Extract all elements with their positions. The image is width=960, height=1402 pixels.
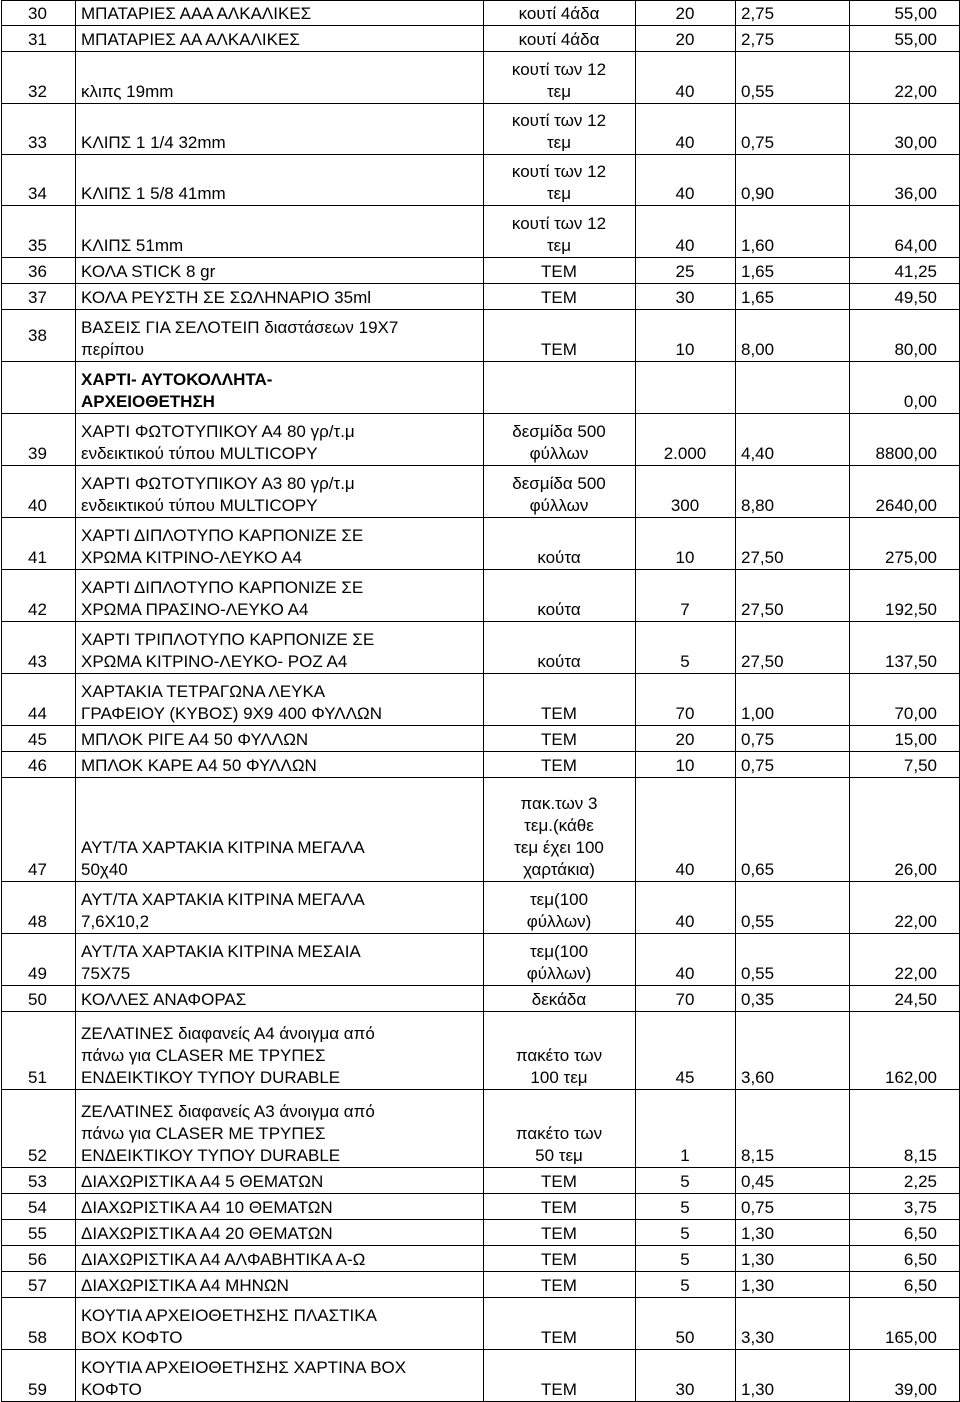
item-quantity: 70 [636,986,736,1012]
item-description-text: ΚΟΛΑ ΡΕΥΣΤΗ ΣΕ ΣΩΛΗΝΑΡΙΟ 35ml [81,288,372,307]
item-unit: πακ.των 3 τεμ.(κάθε τεμ έχει 100 χαρτάκια) [484,778,636,882]
item-total: 55,00 [850,1,960,26]
item-unit: ΤΕΜ [484,1246,636,1272]
item-description [76,1220,484,1246]
item-total: 6,50 [850,1272,960,1298]
item-quantity: 30 [636,284,736,310]
item-number: 40 [2,466,76,518]
item-quantity: 20 [636,26,736,52]
item-unit-price: 2,75 [736,26,850,52]
item-unit: ΤΕΜ [484,1168,636,1194]
item-total: 55,00 [850,26,960,52]
item-description [76,1168,484,1194]
item-description-text: ΚΛΙΠΣ 51mm [81,236,184,255]
item-description [76,155,484,206]
item-total: 24,50 [850,986,960,1012]
item-number: 32 [2,52,76,104]
item-unit-price: 0,75 [736,752,850,778]
item-description [76,752,484,778]
table-row [2,1090,960,1168]
item-total: 41,25 [850,258,960,284]
item-unit: πακέτο των 100 τεμ [484,1012,636,1090]
item-unit: πακέτο των 50 τεμ [484,1090,636,1168]
item-description [76,414,484,466]
item-total: 80,00 [850,310,960,362]
item-description-text: ΚΛΙΠΣ 1 5/8 41mm [81,184,226,203]
item-description [76,466,484,518]
item-description [76,570,484,622]
item-unit [484,362,636,414]
item-total: 0,00 [850,362,960,414]
item-total: 2,25 [850,1168,960,1194]
item-unit-price: 1,30 [736,1350,850,1402]
item-unit-price: 0,35 [736,986,850,1012]
item-unit-price: 0,75 [736,104,850,155]
item-description-text: ΧΑΡΤΙ ΤΡΙΠΛΟΤΥΠΟ ΚΑΡΠΟΝΙΖΕ ΣΕ ΧΡΩΜΑ ΚΙΤΡΙΝΟ-ΛΕΥΚΟ- ΡΟΖ Α4 [81,630,375,671]
item-description-text: ΚΛΙΠΣ 1 1/4 32mm [81,133,226,152]
item-total: 8,15 [850,1090,960,1168]
item-quantity: 25 [636,258,736,284]
item-number: 36 [2,258,76,284]
item-unit-price: 27,50 [736,622,850,674]
table-row [2,104,960,155]
item-number: 30 [2,1,76,26]
item-number: 52 [2,1090,76,1168]
item-description-text: ΖΕΛΑΤΙΝΕΣ διαφανείς Α3 άνοιγμα από πάνω για CLASER ΜΕ ΤΡΥΠΕΣ ΕΝΔΕΙΚΤΙΚΟΥ ΤΥΠΟΥ DURABLE [81,1102,375,1165]
item-number: 53 [2,1168,76,1194]
table-row [2,882,960,934]
table-row [2,986,960,1012]
item-number: 34 [2,155,76,206]
item-unit-price: 1,00 [736,674,850,726]
item-description [76,986,484,1012]
table-row [2,466,960,518]
item-quantity: 300 [636,466,736,518]
item-quantity: 7 [636,570,736,622]
table-row [2,1220,960,1246]
item-quantity: 5 [636,1194,736,1220]
item-description-text: ΚΟΥΤΙΑ ΑΡΧΕΙΟΘΕΤΗΣΗΣ ΧΑΡΤΙΝΑ ΒΟΧ ΚΟΦΤΟ [81,1358,407,1399]
item-unit-price: 27,50 [736,518,850,570]
table-row [2,155,960,206]
item-quantity: 20 [636,1,736,26]
item-description-text: ΔΙΑΧΩΡΙΣΤΙΚΑ Α4 ΜΗΝΩΝ [81,1276,289,1295]
item-quantity: 40 [636,934,736,986]
item-description [76,1272,484,1298]
item-description [76,1090,484,1168]
item-quantity: 5 [636,1168,736,1194]
item-unit: ΤΕΜ [484,726,636,752]
item-quantity: 5 [636,1246,736,1272]
item-description-text: ΧΑΡΤΙ ΦΩΤΟΤΥΠΙΚΟΥ Α3 80 γρ/τ.μ ενδεικτικού τύπου MULTICOPY [81,474,355,515]
item-description [76,1246,484,1272]
item-description-text: ΧΑΡΤΙ ΔΙΠΛΟΤΥΠΟ ΚΑΡΠΟΝΙΖΕ ΣΕ ΧΡΩΜΑ ΚΙΤΡΙΝΟ-ΛΕΥΚΟ Α4 [81,526,364,567]
item-unit: ΤΕΜ [484,674,636,726]
item-total: 137,50 [850,622,960,674]
item-unit-price: 2,75 [736,1,850,26]
item-description-text: ΒΑΣΕΙΣ ΓΙΑ ΣΕΛΟΤΕΙΠ διαστάσεων 19Χ7 περίπου [81,318,399,359]
item-unit: κούτα [484,570,636,622]
item-description-text: ΔΙΑΧΩΡΙΣΤΙΚΑ Α4 ΑΛΦΑΒΗΤΙΚΑ Α-Ω [81,1250,366,1269]
item-description [76,52,484,104]
item-total: 49,50 [850,284,960,310]
item-unit-price: 4,40 [736,414,850,466]
table-row [2,726,960,752]
item-number: 41 [2,518,76,570]
item-description [76,310,484,362]
item-unit-price: 0,90 [736,155,850,206]
item-unit: ΤΕΜ [484,1350,636,1402]
item-unit-price: 0,75 [736,726,850,752]
item-unit-price: 1,30 [736,1272,850,1298]
item-unit: ΤΕΜ [484,258,636,284]
item-total: 15,00 [850,726,960,752]
item-quantity: 40 [636,206,736,258]
item-description [76,726,484,752]
item-unit-price: 1,30 [736,1220,850,1246]
item-number [2,362,76,414]
item-unit-price: 1,60 [736,206,850,258]
item-unit-price: 1,65 [736,258,850,284]
table-row [2,570,960,622]
item-description-text: ΚΟΥΤΙΑ ΑΡΧΕΙΟΘΕΤΗΣΗΣ ΠΛΑΣΤΙΚΑ ΒΟΧ ΚΟΦΤΟ [81,1306,377,1347]
item-description [76,882,484,934]
item-number: 51 [2,1012,76,1090]
item-description [76,104,484,155]
item-total: 22,00 [850,882,960,934]
item-unit: ΤΕΜ [484,1272,636,1298]
item-description [76,258,484,284]
item-unit: κούτα [484,518,636,570]
item-unit: κουτί των 12 τεμ [484,155,636,206]
item-quantity: 40 [636,155,736,206]
item-quantity: 45 [636,1012,736,1090]
item-quantity: 30 [636,1350,736,1402]
item-unit-price: 0,55 [736,882,850,934]
item-total: 22,00 [850,934,960,986]
item-description-text: ΔΙΑΧΩΡΙΣΤΙΚΑ Α4 20 ΘΕΜΑΤΩΝ [81,1224,333,1243]
table-row [2,26,960,52]
item-number: 47 [2,778,76,882]
item-unit: ΤΕΜ [484,284,636,310]
item-total: 6,50 [850,1246,960,1272]
item-unit-price: 1,65 [736,284,850,310]
item-description [76,518,484,570]
item-description [76,622,484,674]
item-unit: ΤΕΜ [484,310,636,362]
item-number: 37 [2,284,76,310]
item-description [76,1194,484,1220]
supplies-table [1,0,960,1402]
table-row [2,1272,960,1298]
item-total: 2640,00 [850,466,960,518]
item-total: 162,00 [850,1012,960,1090]
item-number: 57 [2,1272,76,1298]
table-row [2,518,960,570]
item-unit: δεκάδα [484,986,636,1012]
item-number: 42 [2,570,76,622]
item-description-text: ΖΕΛΑΤΙΝΕΣ διαφανείς Α4 άνοιγμα από πάνω για CLASER ΜΕ ΤΡΥΠΕΣ ΕΝΔΕΙΚΤΙΚΟΥ ΤΥΠΟΥ DURABLE [81,1024,375,1087]
item-number: 59 [2,1350,76,1402]
item-description-text: ΑΥΤ/ΤΑ ΧΑΡΤΑΚΙΑ ΚΙΤΡΙΝΑ ΜΕΓΑΛΑ 50χ40 [81,838,365,879]
item-description [76,674,484,726]
table-row [2,1,960,26]
item-quantity: 40 [636,52,736,104]
item-unit-price: 0,55 [736,934,850,986]
table-row [2,206,960,258]
item-number: 33 [2,104,76,155]
item-total: 6,50 [850,1220,960,1246]
item-description-text: ΧΑΡΤΑΚΙΑ ΤΕΤΡΑΓΩΝΑ ΛΕΥΚΑ ΓΡΑΦΕΙΟΥ (ΚΥΒΟΣ) 9Χ9 400 ΦΥΛΛΩΝ [81,682,382,723]
item-unit: κουτί των 12 τεμ [484,52,636,104]
item-unit: κουτί των 12 τεμ [484,104,636,155]
item-number: 56 [2,1246,76,1272]
table-row [2,1246,960,1272]
table-row [2,1194,960,1220]
item-unit-price: 8,00 [736,310,850,362]
item-description-text: ΑΥΤ/ΤΑ ΧΑΡΤΑΚΙΑ ΚΙΤΡΙΝΑ ΜΕΓΑΛΑ 7,6Χ10,2 [81,890,365,931]
item-quantity: 5 [636,1272,736,1298]
item-number: 55 [2,1220,76,1246]
item-unit: ΤΕΜ [484,1298,636,1350]
item-unit: ΤΕΜ [484,752,636,778]
item-unit: ΤΕΜ [484,1194,636,1220]
item-unit-price: 0,45 [736,1168,850,1194]
table-row [2,674,960,726]
item-number: 35 [2,206,76,258]
item-quantity: 10 [636,310,736,362]
item-number: 49 [2,934,76,986]
item-description-text: ΧΑΡΤΙ ΦΩΤΟΤΥΠΙΚΟΥ Α4 80 γρ/τ.μ ενδεικτικού τύπου MULTICOPY [81,422,355,463]
item-unit-price: 3,60 [736,1012,850,1090]
item-quantity: 10 [636,752,736,778]
item-unit-price: 8,15 [736,1090,850,1168]
item-description [76,362,484,414]
item-description-text: ΜΠΑΤΑΡΙΕΣ ΑΑΑ ΑΛΚΑΛΙΚΕΣ [81,4,312,23]
table-row [2,934,960,986]
table-row [2,52,960,104]
item-unit: κούτα [484,622,636,674]
item-number: 39 [2,414,76,466]
item-unit: τεμ(100 φύλλων) [484,882,636,934]
item-description [76,778,484,882]
item-number: 31 [2,26,76,52]
item-description-text: ΜΠΛΟΚ ΡΙΓΕ Α4 50 ΦΥΛΛΩΝ [81,730,309,749]
item-unit: δεσμίδα 500 φύλλων [484,466,636,518]
item-unit: κουτί 4άδα [484,26,636,52]
item-description-text: ΜΠΛΟΚ ΚΑΡΕ Α4 50 ΦΥΛΛΩΝ [81,756,317,775]
item-total: 165,00 [850,1298,960,1350]
item-description-text: ΧΑΡΤΙ ΔΙΠΛΟΤΥΠΟ ΚΑΡΠΟΝΙΖΕ ΣΕ ΧΡΩΜΑ ΠΡΑΣΙΝΟ-ΛΕΥΚΟ Α4 [81,578,364,619]
item-description [76,206,484,258]
item-description [76,1298,484,1350]
table-row [2,362,960,414]
item-quantity: 5 [636,1220,736,1246]
item-unit-price: 3,30 [736,1298,850,1350]
item-description [76,1012,484,1090]
table-row [2,414,960,466]
item-unit: τεμ(100 φύλλων) [484,934,636,986]
table-row [2,1012,960,1090]
item-description [76,934,484,986]
table-row [2,1168,960,1194]
item-description-text: ΔΙΑΧΩΡΙΣΤΙΚΑ Α4 10 ΘΕΜΑΤΩΝ [81,1198,333,1217]
item-quantity: 1 [636,1090,736,1168]
item-total: 8800,00 [850,414,960,466]
item-unit-price: 0,65 [736,778,850,882]
item-description [76,1,484,26]
item-description-text: ΧΑΡΤΙ- ΑΥΤΟΚΟΛΛΗΤΑ- ΑΡΧΕΙΟΘΕΤΗΣΗ [81,370,273,411]
item-number: 54 [2,1194,76,1220]
item-unit-price: 8,80 [736,466,850,518]
item-quantity: 70 [636,674,736,726]
table-row [2,752,960,778]
item-total: 192,50 [850,570,960,622]
item-total: 7,50 [850,752,960,778]
item-total: 22,00 [850,52,960,104]
item-quantity: 5 [636,622,736,674]
item-number: 48 [2,882,76,934]
item-description-text: ΔΙΑΧΩΡΙΣΤΙΚΑ Α4 5 ΘΕΜΑΤΩΝ [81,1172,324,1191]
item-total: 3,75 [850,1194,960,1220]
item-number: 43 [2,622,76,674]
table-row [2,622,960,674]
item-quantity: 20 [636,726,736,752]
item-total: 26,00 [850,778,960,882]
supplies-table-body [2,1,960,1402]
item-quantity: 50 [636,1298,736,1350]
table-row [2,778,960,882]
item-total: 30,00 [850,104,960,155]
item-unit-price: 1,30 [736,1246,850,1272]
item-number: 38 [2,310,76,362]
item-quantity: 40 [636,882,736,934]
table-row [2,310,960,362]
item-unit-price: 0,75 [736,1194,850,1220]
item-unit: κουτί 4άδα [484,1,636,26]
item-number: 50 [2,986,76,1012]
item-number: 45 [2,726,76,752]
table-row [2,258,960,284]
item-unit: ΤΕΜ [484,1220,636,1246]
item-total: 275,00 [850,518,960,570]
item-description [76,284,484,310]
item-quantity: 40 [636,778,736,882]
item-quantity: 10 [636,518,736,570]
table-row [2,1298,960,1350]
item-number: 58 [2,1298,76,1350]
item-description-text: ΜΠΑΤΑΡΙΕΣ ΑΑ ΑΛΚΑΛΙΚΕΣ [81,30,300,49]
item-total: 39,00 [850,1350,960,1402]
item-total: 70,00 [850,674,960,726]
item-unit-price [736,362,850,414]
item-quantity [636,362,736,414]
item-unit-price: 27,50 [736,570,850,622]
item-quantity: 2.000 [636,414,736,466]
item-description-text: ΚΟΛΛΕΣ ΑΝΑΦΟΡΑΣ [81,990,247,1009]
item-number: 46 [2,752,76,778]
item-description [76,26,484,52]
item-description-text: κλιπς 19mm [81,82,174,101]
item-total: 64,00 [850,206,960,258]
table-row [2,284,960,310]
item-unit: δεσμίδα 500 φύλλων [484,414,636,466]
item-description-text: ΚΟΛΑ STICK 8 gr [81,262,216,281]
item-total: 36,00 [850,155,960,206]
item-unit: κουτί των 12 τεμ [484,206,636,258]
item-quantity: 40 [636,104,736,155]
item-number: 44 [2,674,76,726]
item-description-text: ΑΥΤ/ΤΑ ΧΑΡΤΑΚΙΑ ΚΙΤΡΙΝΑ ΜΕΣΑΙΑ 75Χ75 [81,942,361,983]
item-unit-price: 0,55 [736,52,850,104]
